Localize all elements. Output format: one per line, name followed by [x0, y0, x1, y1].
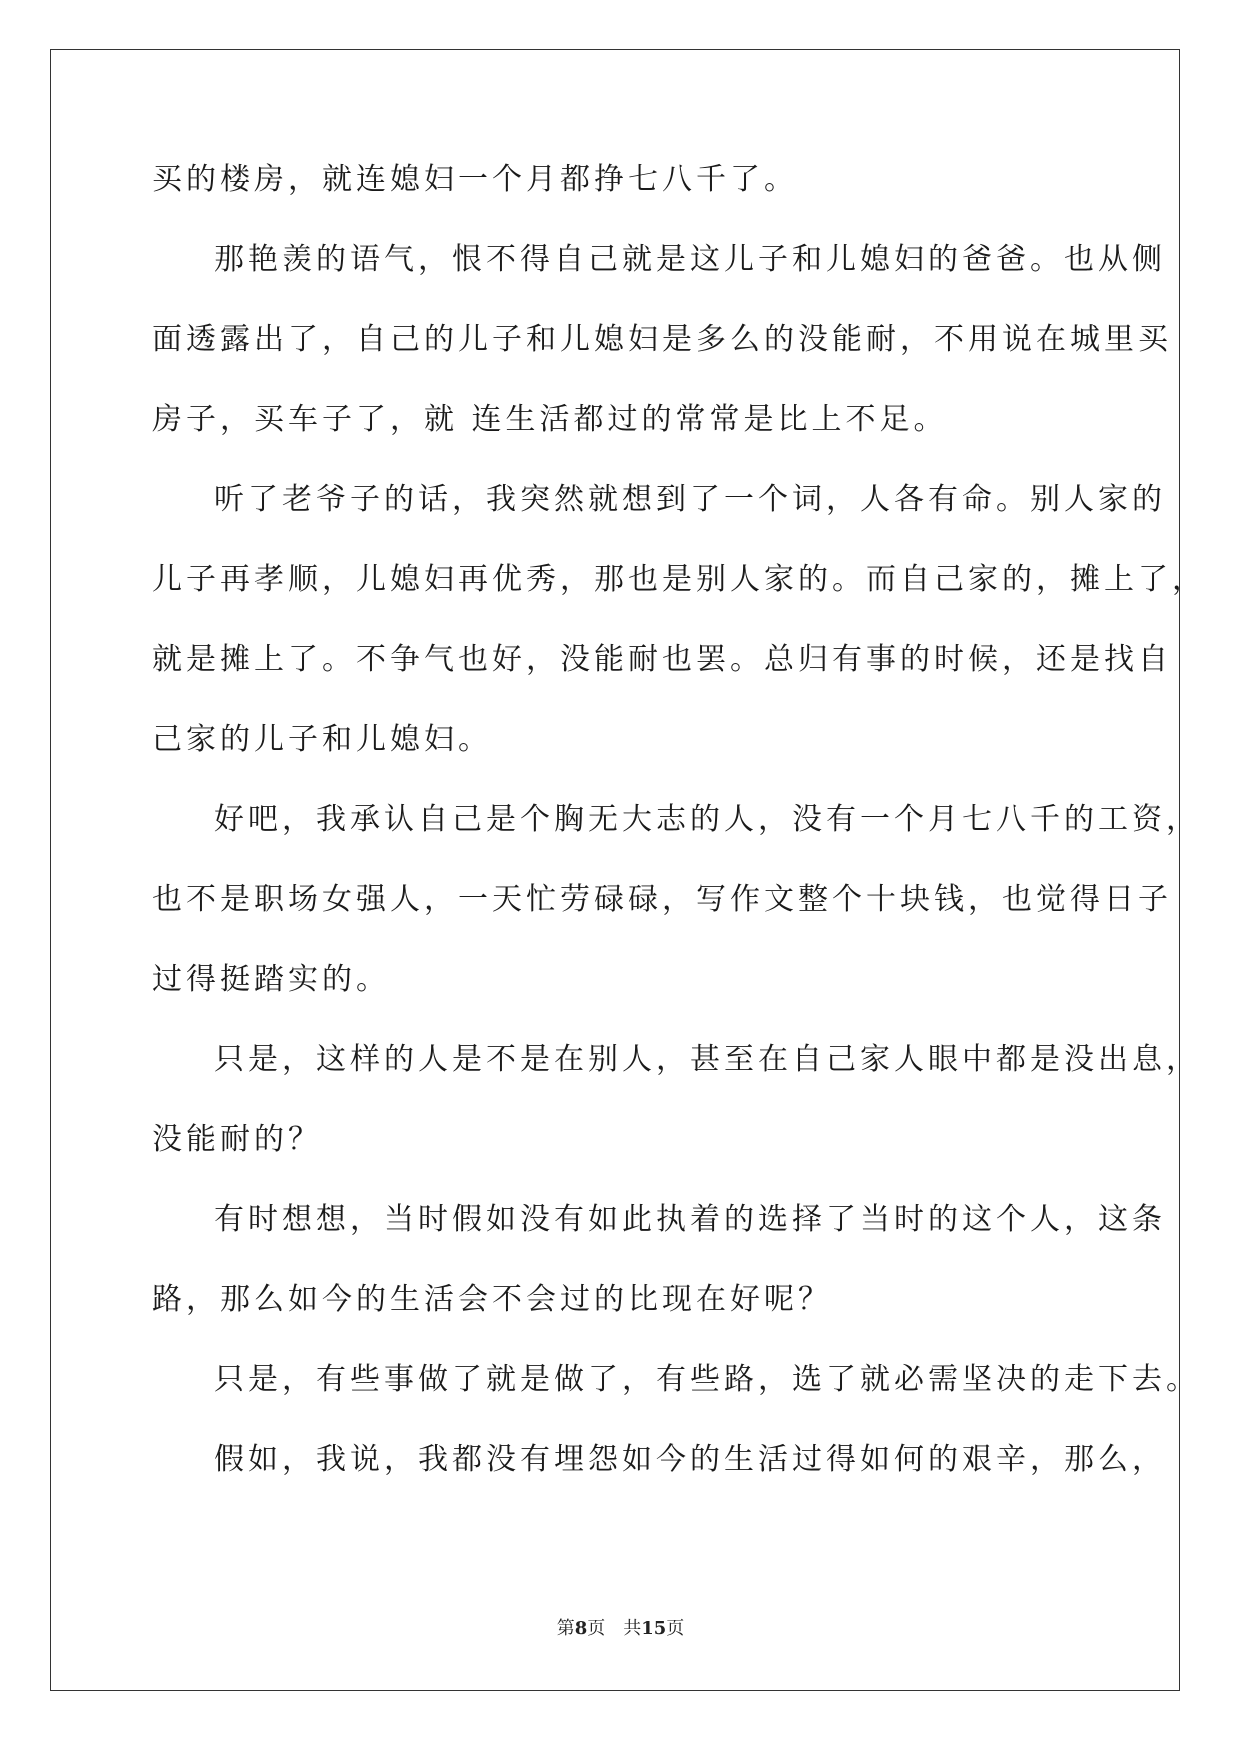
page-number: 8 [574, 1618, 588, 1639]
page-suffix: 页 [587, 1618, 606, 1639]
text-line: 面透露出了，自己的儿子和儿媳妇是多么的没能耐，不用说在城里买 [152, 322, 1172, 357]
page-prefix: 第 [556, 1618, 575, 1639]
text-line: 过得挺踏实的。 [152, 962, 390, 997]
text-line: 己家的儿子和儿媳妇。 [152, 722, 492, 757]
text-line: 买的楼房，就连媳妇一个月都挣七八千了。 [152, 162, 798, 197]
text-line: 房子，买车子了，就 连生活都过的常常是比上不足。 [152, 402, 948, 437]
text-line: 只是，这样的人是不是在别人，甚至在自己家人眼中都是没出息， [214, 1042, 1200, 1077]
text-line: 路，那么如今的生活会不会过的比现在好呢？ [152, 1282, 832, 1317]
text-line: 好吧，我承认自己是个胸无大志的人，没有一个月七八千的工资， [214, 802, 1200, 837]
total-prefix: 共 [623, 1618, 642, 1639]
text-line: 只是，有些事做了就是做了，有些路，选了就必需坚决的走下去。 [214, 1362, 1200, 1397]
text-line: 假如，我说，我都没有埋怨如今的生活过得如何的艰辛，那么， [214, 1442, 1166, 1477]
text-line: 那艳羡的语气，恨不得自己就是这儿子和儿媳妇的爸爸。也从侧 [214, 242, 1166, 277]
page-footer [0, 1617, 1241, 1641]
text-line: 儿子再孝顺，儿媳妇再优秀，那也是别人家的。而自己家的，摊上了， [152, 562, 1206, 597]
total-suffix: 页 [666, 1618, 685, 1639]
text-line: 有时想想，当时假如没有如此执着的选择了当时的这个人，这条 [214, 1202, 1166, 1237]
text-line: 就是摊上了。不争气也好，没能耐也罢。总归有事的时候，还是找自 [152, 642, 1172, 677]
text-line: 听了老爷子的话，我突然就想到了一个词，人各有命。别人家的 [214, 482, 1166, 517]
total-pages: 15 [641, 1618, 667, 1639]
text-line: 没能耐的？ [152, 1122, 322, 1157]
text-line: 也不是职场女强人，一天忙劳碌碌，写作文整个十块钱，也觉得日子 [152, 882, 1172, 917]
